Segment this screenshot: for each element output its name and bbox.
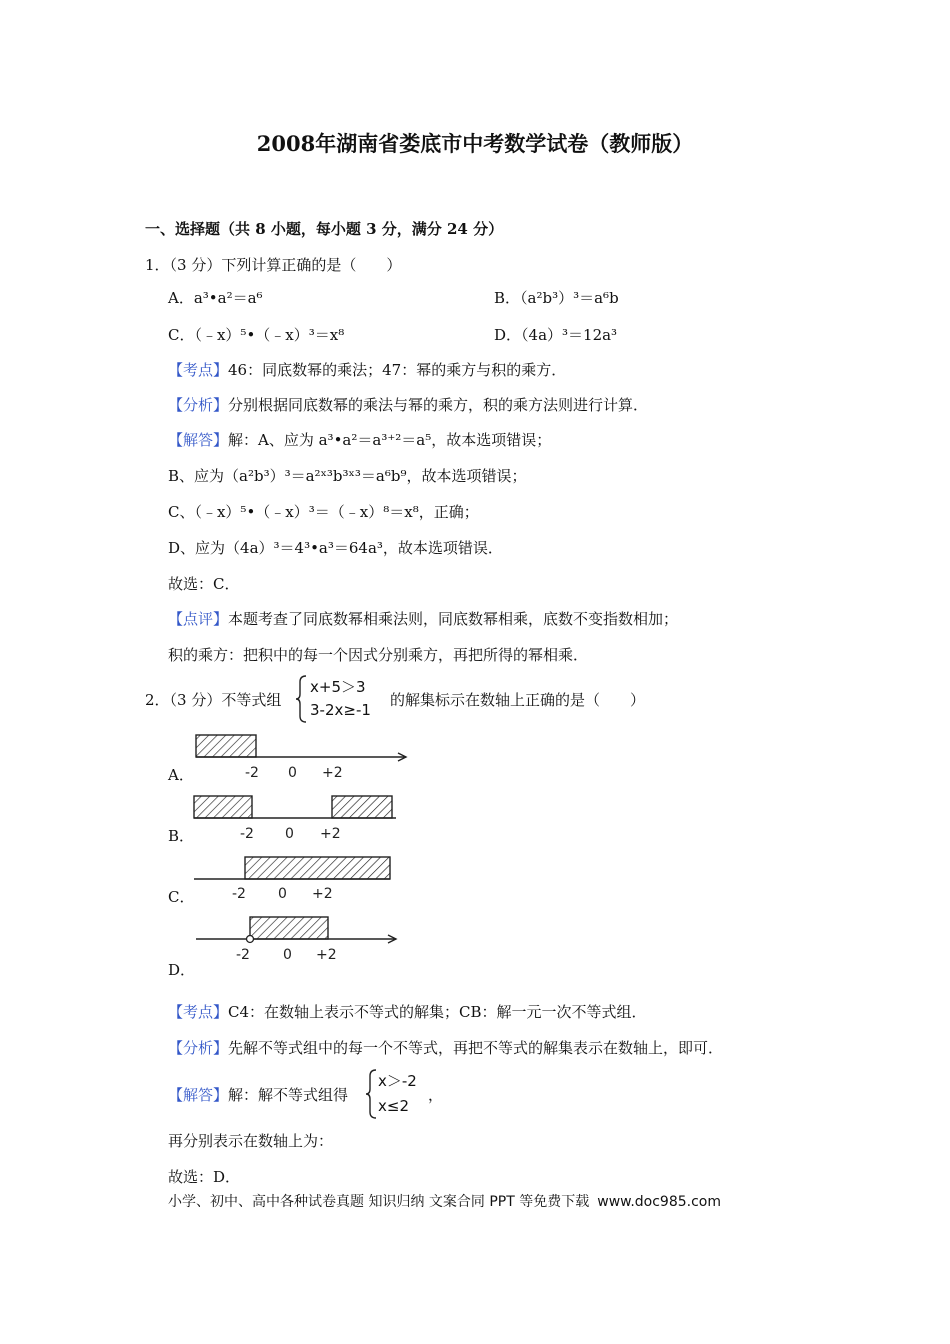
section-heading: 一、选择题（共 8 小题，每小题 3 分，满分 24 分）	[145, 220, 504, 238]
tick-label: 0	[285, 826, 294, 842]
q1-dianping	[168, 608, 678, 630]
jieda-line-4: D、应为（4a）³＝4³•a³＝64a³，故本选项错误．	[168, 539, 503, 557]
fenxi-tag: 【分析】	[168, 396, 229, 414]
q2-solution-line-1: x＞-2	[378, 1072, 417, 1090]
number-line-b	[190, 790, 415, 846]
jieda-text: 解：解不等式组得	[228, 1086, 349, 1104]
tick-label: -2	[236, 947, 250, 963]
q2-system-line-2: 3-2x≥-1	[310, 701, 371, 719]
kaodian-text: 46：同底数幂的乘法；47：幂的乘方与积的乘方．	[228, 361, 567, 379]
footer-text: 小学、初中、高中各种试卷真题 知识归纳 文案合同 PPT 等免费下载	[168, 1194, 590, 1210]
dianping-text: 本题考查了同底数幂相乘法则，同底数幂相乘，底数不变指数相加；	[228, 610, 679, 628]
tick-label: -2	[245, 765, 259, 781]
footer	[168, 1191, 721, 1211]
brace-icon	[294, 674, 308, 724]
q2-jieda-comma: ，	[428, 1086, 444, 1104]
q2-jieda-line-3: 故选：D．	[168, 1168, 241, 1186]
q1-option-a: A．a³•a²＝a⁶	[168, 289, 263, 307]
tick-label: 0	[278, 886, 287, 902]
tick-label: 0	[288, 765, 297, 781]
tick-label: +2	[316, 947, 337, 963]
q1-kaodian	[168, 359, 566, 381]
dianping-tag: 【点评】	[168, 610, 229, 628]
tick-label: +2	[320, 826, 341, 842]
fenxi-tag: 【分析】	[168, 1039, 229, 1057]
fenxi-text: 分别根据同底数幂的乘法与幂的乘方，积的乘方法则进行计算．	[228, 396, 649, 414]
footer-url[interactable]: www.doc985.com	[597, 1194, 721, 1210]
q2-fenxi	[168, 1037, 723, 1059]
q1-fenxi	[168, 394, 648, 416]
q2-option-d-label: D．	[168, 961, 196, 979]
q1-option-b: B．（a²b³）³＝a⁶b	[494, 289, 619, 307]
jieda-tag: 【解答】	[168, 431, 229, 449]
jieda-line-3: C、（﹣x）⁵•（﹣x）³＝（﹣x）⁸＝x⁸，正确；	[168, 503, 479, 521]
kaodian-text: C4：在数轴上表示不等式的解集；CB：解一元一次不等式组．	[228, 1003, 647, 1021]
tick-label: 0	[283, 947, 292, 963]
q2-stem-pre: 2．（3 分）不等式组	[145, 691, 282, 709]
tick-label: -2	[240, 826, 254, 842]
q2-solution-line-2: x≤2	[378, 1097, 409, 1115]
q1-jieda	[168, 429, 551, 451]
number-line-c	[190, 852, 415, 908]
jieda-line-5: 故选：C．	[168, 575, 240, 593]
q2-option-b-label: B．	[168, 827, 195, 845]
q2-option-c-label: C．	[168, 888, 195, 906]
q1-stem: 1．（3 分）下列计算正确的是（ ）	[145, 256, 402, 274]
tick-label: +2	[312, 886, 333, 902]
kaodian-tag: 【考点】	[168, 361, 229, 379]
jieda-tag: 【解答】	[168, 1086, 229, 1104]
q2-kaodian	[168, 1001, 647, 1023]
page-title: 2008年湖南省娄底市中考数学试卷（教师版）	[256, 131, 694, 156]
q2-jieda-line-2: 再分别表示在数轴上为：	[168, 1132, 334, 1150]
number-line-a	[190, 728, 415, 784]
jieda-line-2: B、应为（a²b³）³＝a²ˣ³b³ˣ³＝a⁶b⁹，故本选项错误；	[168, 467, 527, 485]
number-line-d	[190, 912, 415, 968]
kaodian-tag: 【考点】	[168, 1003, 229, 1021]
brace-icon	[364, 1068, 378, 1120]
dianping-text-2: 积的乘方：把积中的每一个因式分别乘方，再把所得的幂相乘．	[168, 646, 589, 664]
fenxi-text: 先解不等式组中的每一个不等式，再把不等式的解集表示在数轴上，即可．	[228, 1039, 724, 1057]
open-circle-icon	[247, 936, 254, 943]
q1-option-d: D．（4a）³＝12a³	[494, 326, 618, 344]
jieda-line-1: 解：A、应为 a³•a²＝a³⁺²＝a⁵，故本选项错误；	[228, 431, 552, 449]
q2-option-a-label: A．	[168, 766, 194, 784]
q2-system-line-1: x+5＞3	[310, 678, 366, 696]
q2-stem-post: 的解集标示在数轴上正确的是（ ）	[390, 691, 646, 709]
q1-option-c: C．（﹣x）⁵•（﹣x）³＝x⁸	[168, 326, 345, 344]
tick-label: +2	[322, 765, 343, 781]
tick-label: -2	[232, 886, 246, 902]
q2-jieda	[168, 1084, 348, 1106]
